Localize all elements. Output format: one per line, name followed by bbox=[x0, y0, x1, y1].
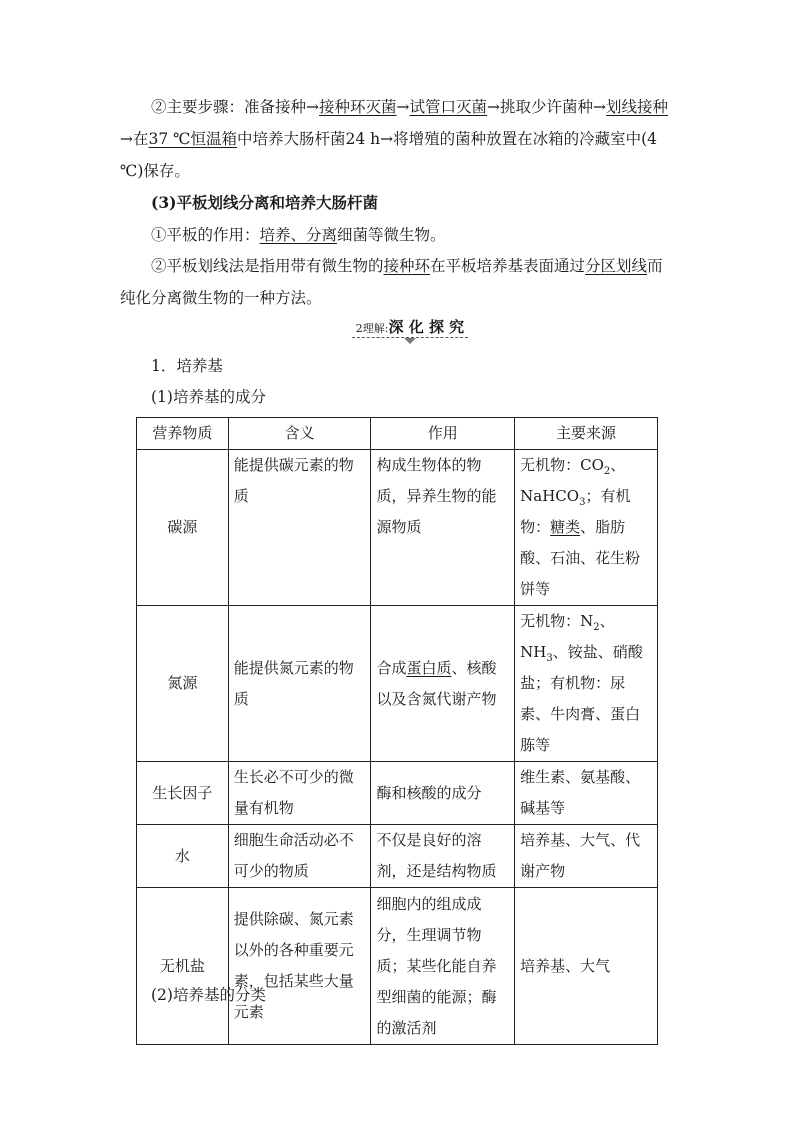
salt-role: 细胞内的组成成分，生理调节物质；某些化能自养型细菌的能源；酶的激活剂 bbox=[371, 888, 515, 1045]
table-row bbox=[137, 825, 658, 888]
text-span: 、核酸以及含氮代谢产物 bbox=[376, 658, 497, 708]
subsection-2-title: (2)培养基的分类 bbox=[151, 986, 266, 1004]
table-row bbox=[137, 888, 658, 1045]
text-span: 无机物：CO bbox=[520, 456, 604, 474]
plate-role-paragraph bbox=[120, 219, 676, 251]
text-span: 、NH bbox=[520, 612, 615, 661]
underlined-term: 蛋白质 bbox=[406, 658, 452, 677]
text-span: 、铵盐、硝酸盐；有机物：尿素、牛肉膏、蛋白胨等 bbox=[520, 643, 643, 754]
underlined-term: 糖类 bbox=[550, 518, 581, 536]
table-row bbox=[137, 606, 658, 762]
text-span: 在平板培养基表面通过 bbox=[430, 257, 586, 275]
text-span: ①平板的作用： bbox=[151, 226, 260, 244]
nitrogen-meaning: 能提供氮元素的物质 bbox=[228, 606, 371, 762]
text-span: ②主要步骤：准备接种→ bbox=[151, 98, 319, 116]
text-span: ②平板划线法是指用带有微生物的 bbox=[151, 257, 384, 275]
growth-name: 生长因子 bbox=[137, 762, 229, 825]
header-nutrient: 营养物质 bbox=[137, 418, 229, 450]
subsection-1-title: (1)培养基的成分 bbox=[151, 388, 266, 406]
subscript: 2 bbox=[593, 622, 600, 633]
underlined-term: 37 ℃恒温箱 bbox=[148, 130, 237, 148]
growth-role: 酶和核酸的成分 bbox=[371, 762, 515, 825]
subscript: 3 bbox=[579, 497, 586, 508]
streak-method-paragraph bbox=[120, 250, 676, 314]
underlined-term: 试管口灭菌 bbox=[409, 98, 488, 116]
underlined-term: 接种环 bbox=[383, 257, 431, 275]
header-source: 主要来源 bbox=[515, 418, 658, 450]
nitrogen-source bbox=[515, 606, 658, 762]
text-span: 细菌等微生物。 bbox=[337, 226, 446, 244]
carbon-source bbox=[515, 450, 658, 606]
section-1-title: 1．培养基 bbox=[151, 357, 223, 375]
text-span: 无机物：N bbox=[520, 612, 594, 630]
text-span: →在 bbox=[120, 130, 149, 148]
salt-name: 无机盐 bbox=[137, 888, 229, 1045]
header-role: 作用 bbox=[371, 418, 515, 450]
main-steps-paragraph bbox=[120, 91, 676, 187]
water-meaning: 细胞生命活动必不可少的物质 bbox=[228, 825, 371, 888]
banner-triangle-icon bbox=[404, 338, 416, 344]
text-span: 、NaHCO bbox=[520, 456, 626, 505]
carbon-role: 构成生物体的物质，异养生物的能源物质 bbox=[371, 450, 515, 606]
subsection-3-title: (3)平板划线分离和培养大肠杆菌 bbox=[151, 193, 378, 212]
text-span: → bbox=[396, 98, 410, 116]
section-banner bbox=[350, 314, 470, 344]
table-row bbox=[137, 450, 658, 606]
water-name: 水 bbox=[137, 825, 229, 888]
text-span: 合成 bbox=[376, 658, 407, 677]
text-span: 而纯化分离微生物的一种方法。 bbox=[120, 257, 663, 307]
water-source: 培养基、大气、代谢产物 bbox=[515, 825, 658, 888]
underlined-term: 培养、分离 bbox=[259, 226, 338, 244]
nitrogen-role bbox=[371, 606, 515, 762]
underlined-term: 分区划线 bbox=[585, 257, 648, 275]
carbon-meaning: 能提供碳元素的物质 bbox=[228, 450, 371, 606]
underlined-term: 划线接种 bbox=[606, 98, 669, 116]
carbon-name: 碳源 bbox=[137, 450, 229, 606]
growth-source: 维生素、氨基酸、碱基等 bbox=[515, 762, 658, 825]
banner-title: 深 化 探 究 bbox=[388, 318, 465, 336]
underlined-term: 接种环灭菌 bbox=[319, 98, 397, 116]
subscript: 2 bbox=[603, 466, 611, 477]
banner-label bbox=[350, 316, 470, 337]
text-span: ；有机物： bbox=[520, 487, 631, 536]
table-row bbox=[137, 762, 658, 825]
header-meaning: 含义 bbox=[228, 418, 371, 450]
growth-meaning: 生长必不可少的微量有机物 bbox=[228, 762, 371, 825]
nutrient-table bbox=[136, 417, 658, 1045]
water-role: 不仅是良好的溶剂，还是结构物质 bbox=[371, 825, 515, 888]
text-span: 、脂肪酸、石油、花生粉饼等 bbox=[520, 518, 641, 598]
banner-number: 2理解: bbox=[355, 322, 389, 335]
salt-meaning: 提供除碳、氮元素以外的各种重要元素，包括某些大量元素 bbox=[228, 888, 371, 1045]
subscript: 3 bbox=[546, 653, 553, 664]
table-header-row bbox=[137, 418, 658, 450]
salt-source: 培养基、大气 bbox=[515, 888, 658, 1045]
text-span: 中培养大肠杆菌24 h→将增殖的菌种放置在冰箱的冷藏室中(4 ℃)保存。 bbox=[120, 130, 658, 180]
nitrogen-name: 氮源 bbox=[137, 606, 229, 762]
text-span: →挑取少许菌种→ bbox=[487, 98, 607, 116]
